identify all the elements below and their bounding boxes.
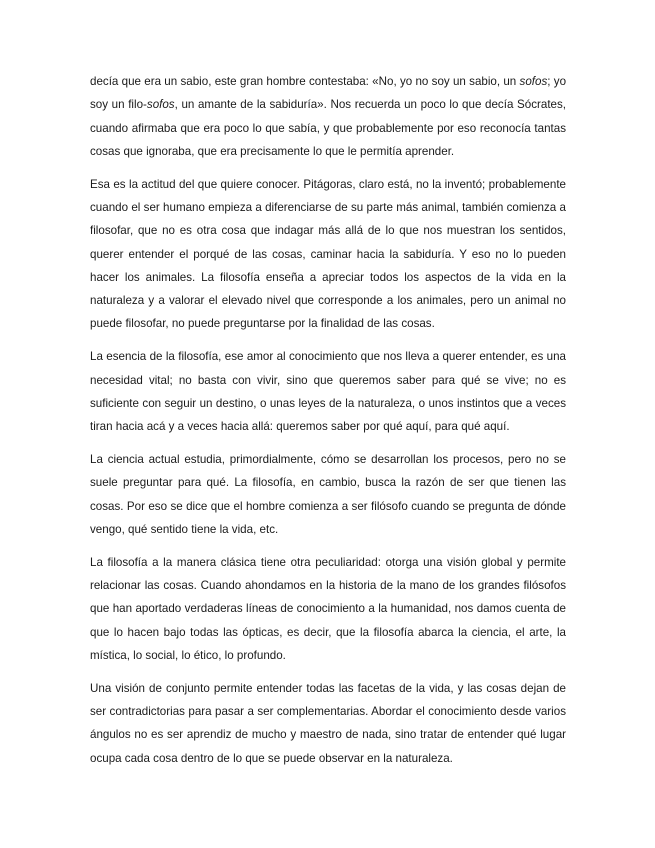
paragraph-5: La filosofía a la manera clásica tiene otra peculiaridad: otorga una visión global y permite relacionar las cosas. Cuando ahondamos en la historia de la mano de los grandes filósofos que han aportado verdaderas líneas de conocimiento a la humanidad, nos damos cuenta de que lo hacen bajo todas las ópticas, es decir, que la filosofía abarca la ciencia, el arte, la mística, lo social, lo ético, lo profundo.	[90, 555, 566, 662]
paragraph-1	[90, 70, 566, 163]
italic-term-sofos: sofos	[519, 75, 548, 88]
paragraph-1-text-c: , un amante de la sabiduría». Nos recuerda un poco lo que decía Sócrates, cuando afirmaba que era poco lo que sabía, y que probablemente por eso reconocía tantas cosas que ignoraba, que era precisamente lo que le permitía aprender.	[90, 98, 567, 158]
paragraph-2: Esa es la actitud del que quiere conocer. Pitágoras, claro está, no la inventó; probablemente cuando el ser humano empieza a diferenciarse de su parte más animal, también comienza a filosofar, que no es otra cosa que indagar más allá de lo que nos muestran los sentidos, querer entender el porqué de las cosas, caminar hacia la sabiduría. Y eso no lo pueden hacer los animales. La filosofía enseña a apreciar todos los aspectos de la vida en la naturaleza y a valorar el elevado nivel que corresponde a los animales, pero un animal no puede filosofar, no puede preguntarse por la finalidad de las cosas.	[90, 177, 566, 331]
italic-term-sofos: sofos	[146, 98, 175, 112]
paragraph-1-text-b: ; yo soy un filo-	[90, 75, 567, 112]
paragraph-4: La ciencia actual estudia, primordialmente, cómo se desarrollan los procesos, pero no se suele preguntar para qué. La filosofía, en cambio, busca la razón de ser que tienen las cosas. Por eso se dice que el hombre comienza a ser filósofo cuando se pregunta de dónde vengo, qué sentido tiene la vida, etc.	[90, 452, 566, 536]
document-page	[90, 70, 566, 779]
paragraph-3: La esencia de la filosofía, ese amor al conocimiento que nos lleva a querer entender, es una necesidad vital; no basta con vivir, sino que queremos saber para qué se vive; no es suficiente con seguir un destino, o unas leyes de la naturaleza, o unos instintos que a veces tiran hacia acá y a veces hacia allá: queremos saber por qué aquí, para qué aquí.	[90, 350, 566, 434]
paragraph-1-text-a: decía que era un sabio, este gran hombre contestaba: «No, yo no soy un sabio, un	[90, 75, 520, 88]
paragraph-6: Una visión de conjunto permite entender todas las facetas de la vida, y las cosas dejan de ser contradictorias para pasar a ser complementarias. Abordar el conocimiento desde varios ángulos no es ser aprendiz de mucho y maestro de nada, sino tratar de entender qué lugar ocupa cada cosa dentro de lo que se puede observar en la naturaleza.	[90, 681, 566, 765]
